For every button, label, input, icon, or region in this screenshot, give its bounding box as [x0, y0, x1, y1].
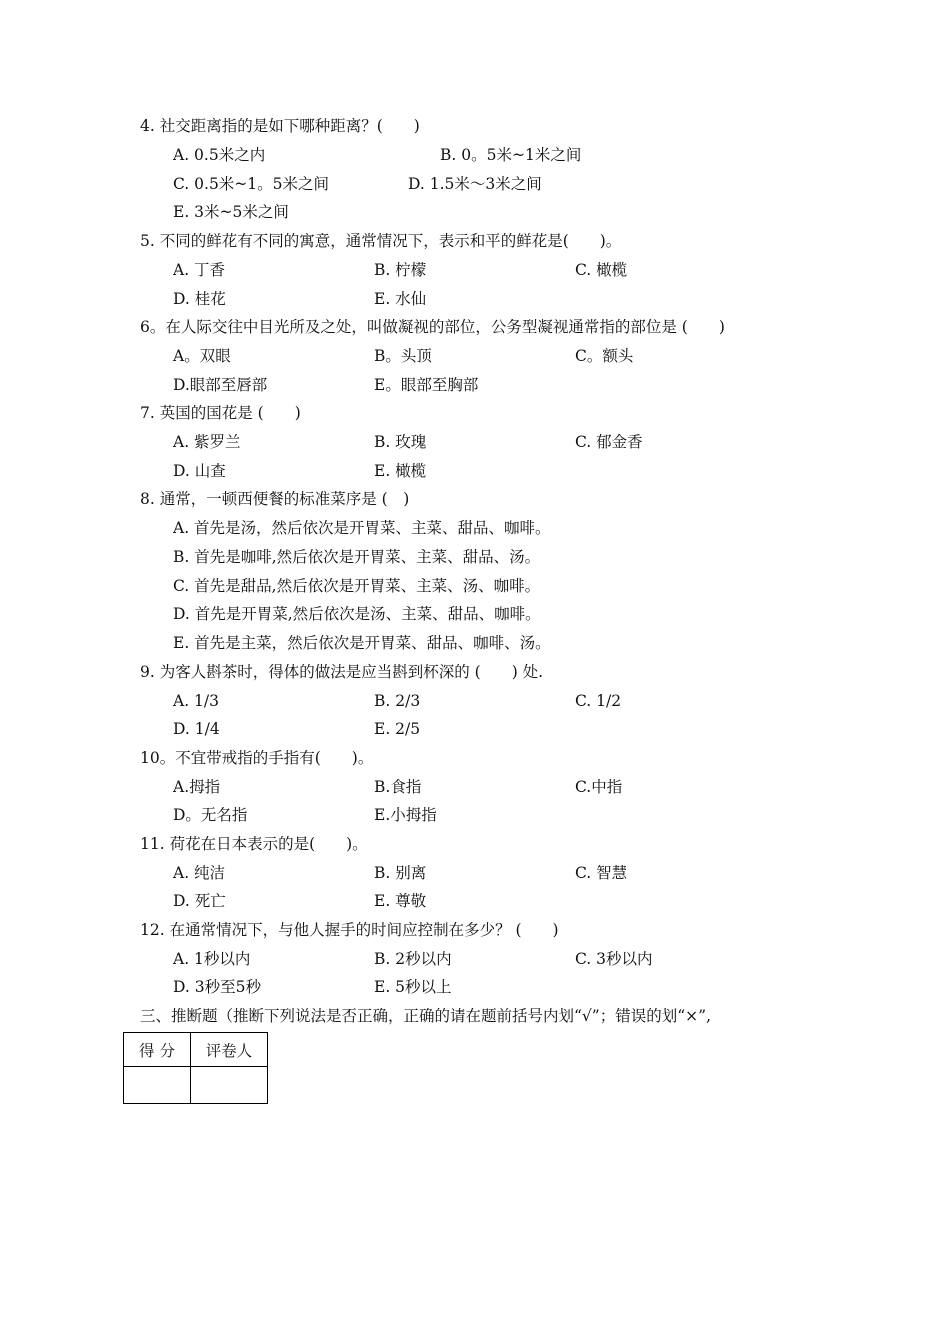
- q10-option-c: C.中指: [575, 778, 623, 796]
- q4-option-c: C. 0.5米~1。5米之间: [173, 175, 330, 193]
- q5-option-b: B. 柠檬: [374, 261, 427, 279]
- q7-option-a: A. 紫罗兰: [173, 433, 241, 451]
- q8-option-a: A. 首先是汤，然后依次是开胃菜、主菜、甜品、咖啡。: [173, 519, 551, 537]
- q10-option-e: E.小拇指: [374, 806, 437, 824]
- q9-option-b: B. 2/3: [374, 692, 421, 710]
- q9-option-c: C. 1/2: [575, 692, 622, 710]
- q12-option-e: E. 5秒以上: [374, 978, 452, 996]
- q4-option-d: D. 1.5米～3米之间: [408, 175, 542, 193]
- q8-option-b: B. 首先是咖啡,然后依次是开胃菜、主菜、甜品、汤。: [173, 548, 541, 566]
- q6-option-c: C。额头: [575, 347, 634, 365]
- q7-option-d: D. 山查: [173, 462, 226, 480]
- question-11: 11. 荷花在日本表示的是( )。: [140, 835, 368, 853]
- q10-option-d: D。无名指: [173, 806, 248, 824]
- grader-header: 评卷人: [191, 1033, 268, 1067]
- q9-option-a: A. 1/3: [173, 692, 219, 710]
- score-header: 得 分: [124, 1033, 191, 1067]
- q9-option-d: D. 1/4: [173, 720, 220, 738]
- q8-option-c: C. 首先是甜品,然后依次是开胃菜、主菜、汤、咖啡。: [173, 577, 541, 595]
- q12-option-c: C. 3秒以内: [575, 950, 653, 968]
- q11-option-e: E. 尊敬: [374, 892, 427, 910]
- q11-option-b: B. 别离: [374, 864, 427, 882]
- q4-option-a: A. 0.5米之内: [173, 146, 266, 164]
- q11-option-d: D. 死亡: [173, 892, 226, 910]
- q8-option-e: E. 首先是主菜，然后依次是开胃菜、甜品、咖啡、汤。: [173, 634, 551, 652]
- grader-cell[interactable]: [191, 1067, 268, 1104]
- q6-option-d: D.眼部至唇部: [173, 376, 268, 394]
- q12-option-d: D. 3秒至5秒: [173, 978, 261, 996]
- question-9: 9. 为客人斟茶时，得体的做法是应当斟到杯深的 ( ) 处.: [140, 663, 544, 681]
- q7-option-c: C. 郁金香: [575, 433, 643, 451]
- q7-option-b: B. 玫瑰: [374, 433, 427, 451]
- q5-option-c: C. 橄榄: [575, 261, 628, 279]
- q6-option-a: A。双眼: [173, 347, 231, 365]
- q11-option-c: C. 智慧: [575, 864, 628, 882]
- question-10: 10。不宜带戒指的手指有( )。: [140, 749, 374, 767]
- q6-option-b: B。头顶: [374, 347, 432, 365]
- q12-option-b: B. 2秒以内: [374, 950, 452, 968]
- question-7: 7. 英国的国花是 ( ): [140, 404, 301, 422]
- q10-option-b: B.食指: [374, 778, 422, 796]
- q8-option-d: D. 首先是开胃菜,然后依次是汤、主菜、甜品、咖啡。: [173, 605, 541, 623]
- q5-option-d: D. 桂花: [173, 290, 226, 308]
- q7-option-e: E. 橄榄: [374, 462, 427, 480]
- score-cell[interactable]: [124, 1067, 191, 1104]
- question-8: 8. 通常，一顿西便餐的标准菜序是 ( ): [140, 490, 410, 508]
- q4-option-e: E. 3米~5米之间: [173, 203, 289, 221]
- q10-option-a: A.拇指: [173, 778, 221, 796]
- q6-option-e: E。眼部至胸部: [374, 376, 479, 394]
- q5-option-e: E. 水仙: [374, 290, 427, 308]
- question-6: 6。在人际交往中目光所及之处，叫做凝视的部位，公务型凝视通常指的部位是 ( ): [140, 318, 725, 336]
- score-table: [123, 1032, 268, 1104]
- q9-option-e: E. 2/5: [374, 720, 421, 738]
- question-5: 5. 不同的鲜花有不同的寓意，通常情况下，表示和平的鲜花是( )。: [140, 232, 622, 250]
- q12-option-a: A. 1秒以内: [173, 950, 251, 968]
- q4-option-b: B. 0。5米~1米之间: [440, 146, 582, 164]
- q11-option-a: A. 纯洁: [173, 864, 226, 882]
- question-4: 4. 社交距离指的是如下哪种距离？( ): [140, 117, 420, 135]
- question-12: 12. 在通常情况下，与他人握手的时间应控制在多少？ ( ): [140, 921, 559, 939]
- section-3-heading: 三、推断题（推断下列说法是否正确，正确的请在题前括号内划“√”；错误的划“×”,: [140, 1007, 711, 1025]
- q5-option-a: A. 丁香: [173, 261, 226, 279]
